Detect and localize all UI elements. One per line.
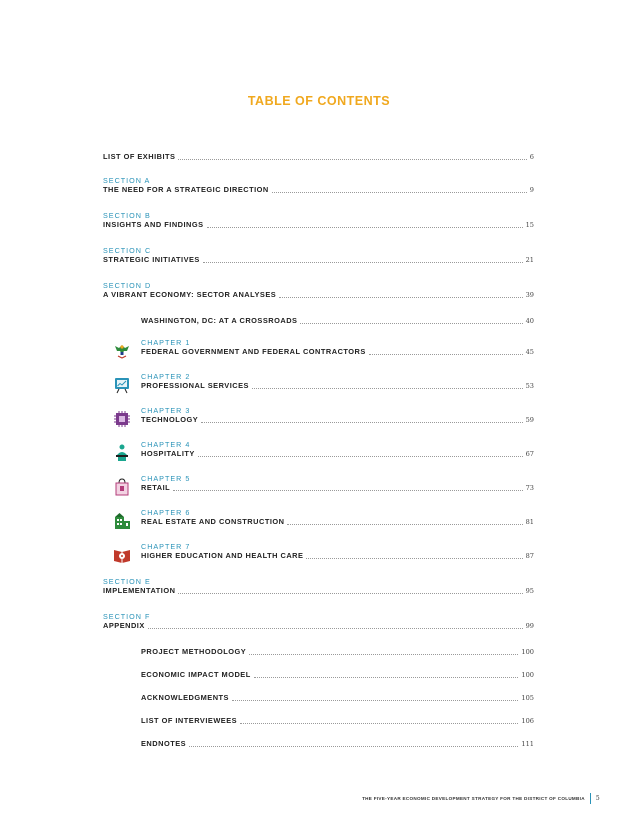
entry-title: ACKNOWLEDGMENTS (141, 693, 229, 702)
toc-entry-chapter-7[interactable] (141, 542, 534, 561)
entry-title: LIST OF INTERVIEWEES (141, 716, 238, 725)
dot-leader (189, 746, 518, 747)
book-icon (112, 545, 132, 565)
entry-title: STRATEGIC INITIATIVES (103, 255, 200, 264)
entry-title: HOSPITALITY (141, 449, 195, 458)
toc-entry-section-f[interactable] (103, 612, 534, 631)
dot-leader (203, 262, 523, 263)
toc-entry-chapter-5[interactable] (141, 474, 534, 493)
toc-entry-section-e[interactable] (103, 577, 534, 596)
dot-leader (306, 558, 522, 559)
toc-entry-chapter-6[interactable] (141, 508, 534, 527)
page-footer (300, 793, 600, 804)
concierge-person-icon (112, 443, 132, 463)
page-number: 73 (525, 484, 534, 492)
chapter-label: CHAPTER 6 (141, 508, 191, 517)
entry-title: THE NEED FOR A STRATEGIC DIRECTION (103, 185, 269, 194)
chapter-label: CHAPTER 7 (141, 542, 191, 551)
toc-entry-chapter-4[interactable] (141, 440, 534, 459)
section-label: SECTION A (103, 176, 151, 185)
entry-title: HIGHER EDUCATION AND HEALTH CARE (141, 551, 304, 560)
dot-leader (254, 677, 519, 678)
toc-entry-washington-dc[interactable] (141, 316, 534, 326)
page-number: 21 (525, 256, 534, 264)
page-number: 100 (521, 671, 534, 679)
page-number: 100 (521, 648, 534, 656)
entry-title: REAL ESTATE AND CONSTRUCTION (141, 517, 285, 526)
entry-title: A VIBRANT ECONOMY: SECTOR ANALYSES (103, 290, 277, 299)
entry-title: PROFESSIONAL SERVICES (141, 381, 249, 390)
page-number: 87 (525, 552, 534, 560)
toc-entry-section-a[interactable] (103, 176, 534, 195)
entry-title: TECHNOLOGY (141, 415, 199, 424)
presentation-board-icon (112, 375, 132, 395)
page-number: 106 (521, 717, 534, 725)
dot-leader (272, 192, 527, 193)
toc-entry-project-methodology[interactable] (141, 647, 534, 657)
dot-leader (178, 593, 522, 594)
section-label: SECTION C (103, 246, 152, 255)
entry-title: WASHINGTON, DC: AT A CROSSROADS (141, 316, 298, 325)
page-title: TABLE OF CONTENTS (247, 94, 391, 108)
eagle-icon (112, 341, 132, 361)
section-label: SECTION E (103, 577, 151, 586)
toc-entry-section-d[interactable] (103, 281, 534, 300)
page-number: 111 (521, 740, 534, 748)
toc-entry-chapter-3[interactable] (141, 406, 534, 425)
toc-entry-section-c[interactable] (103, 246, 534, 265)
entry-title: FEDERAL GOVERNMENT AND FEDERAL CONTRACTORS (141, 347, 366, 356)
chapter-label: CHAPTER 3 (141, 406, 191, 415)
chapter-label: CHAPTER 5 (141, 474, 191, 483)
dot-leader (173, 490, 522, 491)
toc-entry-list-of-interviewees[interactable] (141, 716, 534, 726)
page-number: 45 (525, 348, 534, 356)
page-number: 95 (525, 587, 534, 595)
entry-title: APPENDIX (103, 621, 145, 630)
chapter-label: CHAPTER 4 (141, 440, 191, 449)
dot-leader (198, 456, 523, 457)
entry-title: LIST OF EXHIBITS (103, 152, 176, 161)
toc-entry-economic-impact-model[interactable] (141, 670, 534, 680)
dot-leader (279, 297, 522, 298)
toc-entry-section-b[interactable] (103, 211, 534, 230)
page-number: 39 (525, 291, 534, 299)
page-number: 15 (525, 221, 534, 229)
page-number: 53 (525, 382, 534, 390)
footer-divider (590, 793, 591, 804)
toc-entry-list-of-exhibits[interactable] (103, 152, 534, 162)
section-label: SECTION F (103, 612, 151, 621)
toc-entry-acknowledgments[interactable] (141, 693, 534, 703)
entry-title: RETAIL (141, 483, 171, 492)
footer-page-number: 5 (595, 795, 600, 802)
dot-leader (369, 354, 523, 355)
page-number: 59 (525, 416, 534, 424)
shopping-bag-icon (112, 477, 132, 497)
houses-icon (112, 511, 132, 531)
dot-leader (252, 388, 523, 389)
dot-leader (300, 323, 522, 324)
toc-entry-endnotes[interactable] (141, 739, 534, 749)
toc-entry-chapter-2[interactable] (141, 372, 534, 391)
microchip-icon (112, 409, 132, 429)
page-number: 9 (529, 186, 534, 194)
dot-leader (148, 628, 523, 629)
chapter-label: CHAPTER 2 (141, 372, 191, 381)
dot-leader (249, 654, 518, 655)
entry-title: ECONOMIC IMPACT MODEL (141, 670, 251, 679)
dot-leader (201, 422, 522, 423)
toc-entry-chapter-1[interactable] (141, 338, 534, 357)
footer-text: THE FIVE-YEAR ECONOMIC DEVELOPMENT STRATEGY FOR THE DISTRICT OF COLUMBIA (362, 796, 585, 801)
dot-leader (240, 723, 518, 724)
page-number: 6 (529, 153, 534, 161)
section-label: SECTION B (103, 211, 151, 220)
dot-leader (207, 227, 523, 228)
entry-title: INSIGHTS AND FINDINGS (103, 220, 204, 229)
dot-leader (232, 700, 518, 701)
page-number: 99 (525, 622, 534, 630)
dot-leader (287, 524, 522, 525)
page-number: 81 (525, 518, 534, 526)
section-label: SECTION D (103, 281, 152, 290)
chapter-label: CHAPTER 1 (141, 338, 191, 347)
dot-leader (178, 159, 526, 160)
entry-title: IMPLEMENTATION (103, 586, 176, 595)
page-number: 105 (521, 694, 534, 702)
page-number: 67 (525, 450, 534, 458)
page-number: 40 (525, 317, 534, 325)
entry-title: PROJECT METHODOLOGY (141, 647, 247, 656)
entry-title: ENDNOTES (141, 739, 187, 748)
